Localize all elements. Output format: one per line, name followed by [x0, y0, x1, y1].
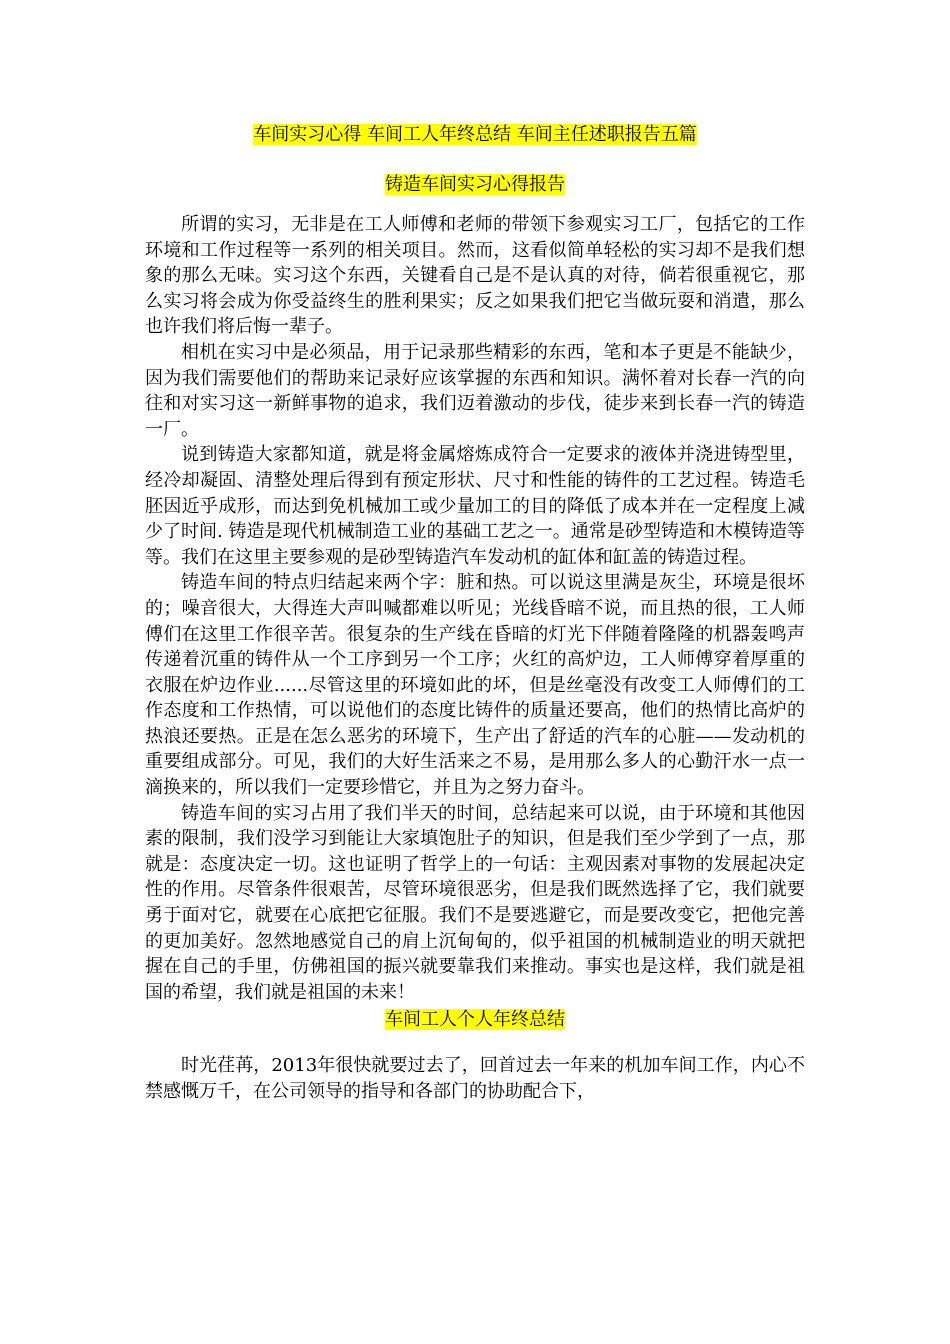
section-title-worker-summary [145, 1005, 805, 1035]
paragraph: 相机在实习中是必须品，用于记录那些精彩的东西，笔和本子更是不能缺少，因为我们需要他们的帮助来记录好应该掌握的东西和知识。满怀着对长春一汽的向往和对实习这一新鲜事物的追求，我们迈着激动的步伐，徒步来到长春一汽的铸造一厂。 [145, 341, 805, 440]
document-title [145, 120, 805, 150]
paragraph: 时光荏苒，2013年很快就要过去了，回首过去一年来的机加车间工作，内心不禁感慨万千，在公司领导的指导和各部门的协助配合下， [145, 1055, 805, 1102]
paragraph: 所谓的实习，无非是在工人师傅和老师的带领下参观实习工厂，包括它的工作环境和工作过程等一系列的相关项目。然而，这看似简单轻松的实习却不是我们想象的那么无味。实习这个东西，关键看自己是不是认真的对待，倘若很重视它，那么实习将会成为你受益终生的胜利果实；反之如果我们把它当做玩耍和消遣，那么也许我们将后悔一辈子。 [145, 214, 805, 338]
section-title-casting-internship [145, 170, 805, 200]
paragraph: 铸造车间的特点归结起来两个字：脏和热。可以说这里满是灰尘，环境是很坏的；噪音很大，大得连大声叫喊都难以听见；光线昏暗不说，而且热的很，工人师傅们在这里工作很辛苦。很复杂的生产线在昏暗的灯光下伴随着隆隆的机器轰鸣声传递着沉重的铸件从一个工序到另一个工序；火红的高炉边，工人师傅穿着厚重的衣服在炉边作业......尽管这里的环境如此的坏，但是丝毫没有改变工人师傅们的工作态度和工作热情，可以说他们的态度比铸件的质量还要高，他们的热情比高炉的热浪还要热。正是在怎么恶劣的环境下，生产出了舒适的汽车的心脏——发动机的重要组成部分。可见，我们的大好生活来之不易，是用那么多人的心勤汗水一点一滴换来的，所以我们一定要珍惜它，并且为之努力奋斗。 [145, 572, 805, 799]
section-title-text: 车间工人个人年终总结 [385, 1009, 565, 1031]
document-title-text: 车间实习心得 车间工人年终总结 车间主任述职报告五篇 [253, 124, 697, 145]
paragraph: 说到铸造大家都知道，就是将金属熔炼成符合一定要求的液体并浇进铸型里，经冷却凝固、清整处理后得到有预定形状、尺寸和性能的铸件的工艺过程。铸造毛胚因近乎成形，而达到免机械加工或少量加工的目的降低了成本并在一定程度上减少了时间. 铸造是现代机械制造工业的基础工艺之一。通常是砂型铸造和木模铸造等等。我们在这里主要参观的是砂型铸造汽车发动机的缸体和缸盖的铸造过程。 [145, 444, 805, 568]
section-title-text: 铸造车间实习心得报告 [385, 174, 565, 195]
document-page [145, 118, 805, 1105]
paragraph: 铸造车间的实习占用了我们半天的时间，总结起来可以说，由于环境和其他因素的限制，我们没学习到能让大家填饱肚子的知识，但是我们至少学到了一点，那就是：态度决定一切。这也证明了哲学上的一句话：主观因素对事物的发展起决定性的作用。尽管条件很艰苦，尽管环境很恶劣，但是我们既然选择了它，我们就要勇于面对它，就要在心底把它征服。我们不是要逃避它，而是要改变它，把他完善的更加美好。忽然地感觉自己的肩上沉甸甸的，似乎祖国的机械制造业的明天就把握在自己的手里，仿佛祖国的振兴就要靠我们来推动。事实也是这样，我们就是祖国的希望，我们就是祖国的未来！ [145, 802, 805, 1003]
